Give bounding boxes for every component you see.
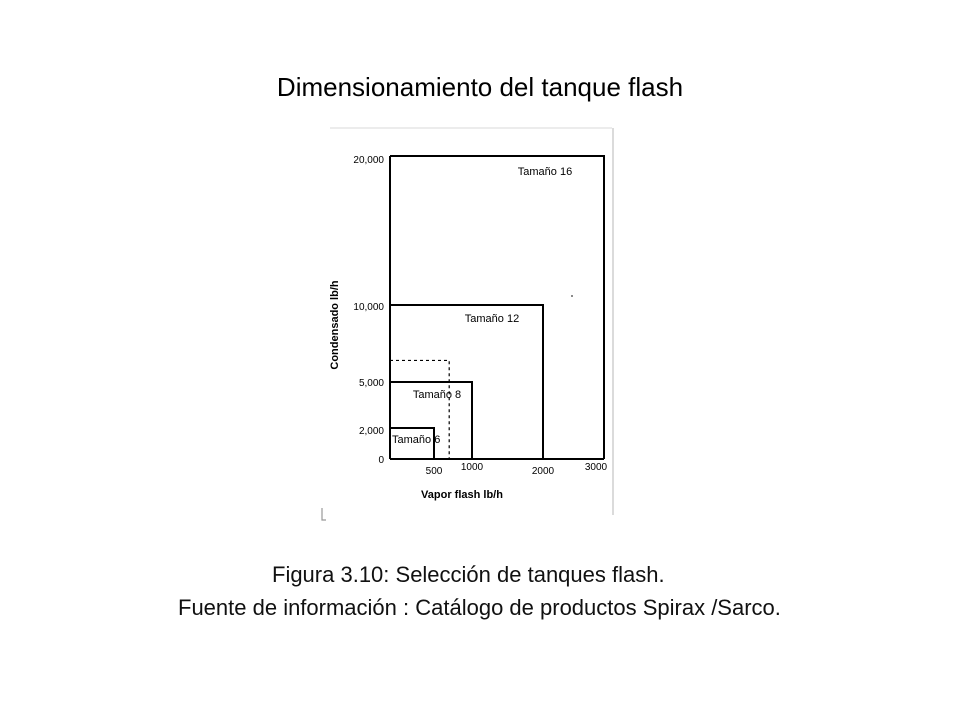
x-axis-title: Vapor flash lb/h [421, 489, 503, 501]
x-tick-label: 500 [425, 466, 443, 477]
y-axis-title: Condensado lb/h [329, 280, 341, 370]
size-region-label: Tamaño 12 [464, 313, 520, 325]
y-tick-label: 2,000 [358, 426, 384, 437]
size-region-label: Tamaño 8 [412, 389, 462, 401]
y-tick-label: 5,000 [358, 378, 384, 389]
scan-dot [571, 295, 573, 297]
size-region-boundary [390, 156, 604, 459]
y-tick-label: 10,000 [353, 302, 384, 313]
x-tick-label: 1000 [460, 462, 484, 473]
x-tick-label: 2000 [531, 466, 555, 477]
size-region-label: Tamaño 6 [392, 434, 441, 446]
y-tick-label: 20,000 [353, 155, 384, 166]
size-regions [390, 156, 604, 459]
x-tick-label: 3000 [584, 462, 608, 473]
y-ticks [353, 155, 384, 466]
size-region-label: Tamaño 16 [517, 166, 573, 178]
scan-mark [322, 508, 326, 520]
figure-source: Fuente de información : Catálogo de productos Spirax /Sarco. [178, 595, 781, 620]
slide-title: Dimensionamiento del tanque flash [276, 72, 684, 102]
figure-caption: Figura 3.10: Selección de tanques flash. [272, 562, 665, 587]
y-tick-label: 0 [378, 455, 384, 466]
x-ticks [426, 462, 608, 477]
